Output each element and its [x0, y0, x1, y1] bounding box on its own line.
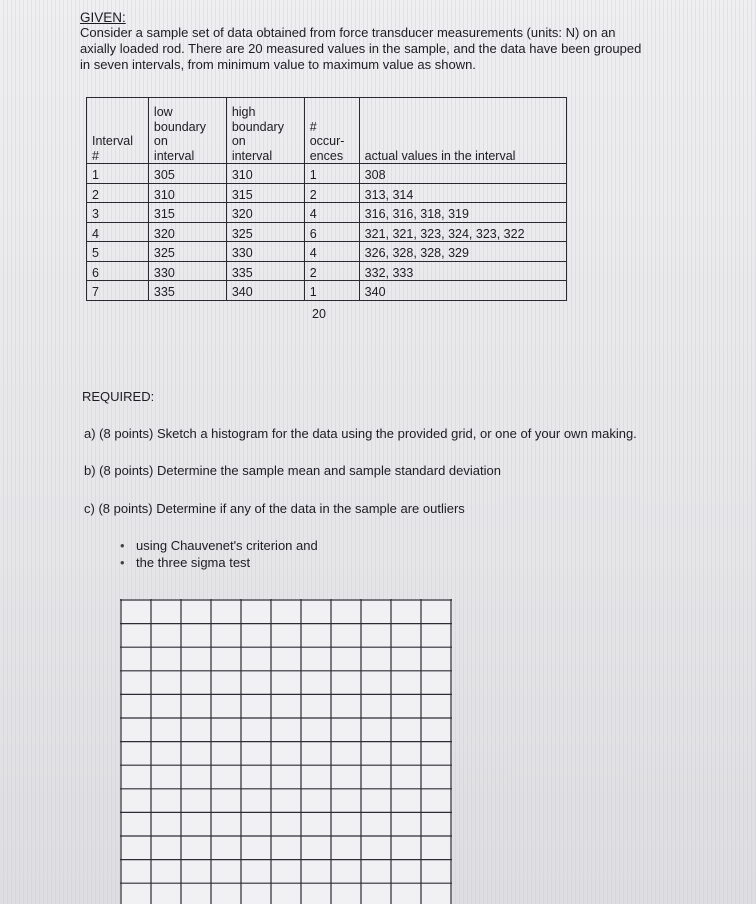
outlier-method-list: [120, 537, 318, 571]
occurrences-cell: 4: [304, 242, 359, 262]
interval-cell: 5: [87, 242, 149, 262]
bullet-icon: •: [120, 538, 125, 553]
table-header-row: [87, 98, 567, 164]
list-item: [120, 554, 318, 571]
high-boundary-cell: 330: [226, 242, 304, 262]
occurrences-cell: 1: [304, 164, 359, 184]
values-cell: 308: [359, 164, 566, 184]
table-row: [87, 281, 567, 301]
bullet-icon: •: [120, 555, 125, 570]
problem-statement: [80, 25, 740, 73]
histogram-grid: [120, 599, 452, 904]
low-boundary-cell: 305: [148, 164, 226, 184]
table-row: [87, 164, 567, 184]
list-item: [120, 537, 318, 554]
low-boundary-cell: 310: [148, 183, 226, 203]
table-row: [87, 261, 567, 281]
problem-line: axially loaded rod. There are 20 measured values in the sample, and the data have been grouped: [80, 41, 642, 56]
header-low-boundary: low boundary on interval: [148, 98, 226, 164]
low-boundary-cell: 315: [148, 203, 226, 223]
problem-line: in seven intervals, from minimum value to maximum value as shown.: [80, 57, 476, 72]
values-cell: 316, 316, 318, 319: [359, 203, 566, 223]
problem-line: Consider a sample set of data obtained from force transducer measurements (units: N) on an: [80, 25, 616, 40]
list-item-text: using Chauvenet's criterion and: [136, 538, 318, 553]
high-boundary-cell: 335: [226, 261, 304, 281]
values-cell: 332, 333: [359, 261, 566, 281]
occurrences-cell: 2: [304, 183, 359, 203]
header-interval: Interval #: [87, 98, 149, 164]
header-occurrences: # occur- ences: [304, 98, 359, 164]
low-boundary-cell: 320: [148, 222, 226, 242]
high-boundary-cell: 315: [226, 183, 304, 203]
interval-cell: 1: [87, 164, 149, 184]
interval-cell: 7: [87, 281, 149, 301]
interval-cell: 3: [87, 203, 149, 223]
interval-cell: 2: [87, 183, 149, 203]
table-row: [87, 183, 567, 203]
header-actual-values: actual values in the interval: [359, 98, 566, 164]
values-cell: 340: [359, 281, 566, 301]
list-item-text: the three sigma test: [136, 555, 251, 570]
given-heading: GIVEN:: [80, 10, 126, 25]
interval-cell: 6: [87, 261, 149, 281]
low-boundary-cell: 330: [148, 261, 226, 281]
grouped-data-table: [86, 97, 567, 301]
table-row: [87, 203, 567, 223]
table-row: [87, 242, 567, 262]
occurrences-cell: 4: [304, 203, 359, 223]
question-a: a) (8 points) Sketch a histogram for the data using the provided grid, or one of your own making.: [84, 426, 637, 441]
header-high-boundary: high boundary on interval: [226, 98, 304, 164]
histogram-grid-lines: [120, 599, 452, 904]
low-boundary-cell: 325: [148, 242, 226, 262]
question-c: c) (8 points) Determine if any of the data in the sample are outliers: [84, 501, 465, 516]
values-cell: 326, 328, 328, 329: [359, 242, 566, 262]
high-boundary-cell: 320: [226, 203, 304, 223]
occurrences-cell: 6: [304, 222, 359, 242]
high-boundary-cell: 340: [226, 281, 304, 301]
occurrences-cell: 2: [304, 261, 359, 281]
low-boundary-cell: 335: [148, 281, 226, 301]
required-heading: REQUIRED:: [82, 389, 155, 404]
values-cell: 321, 321, 323, 324, 323, 322: [359, 222, 566, 242]
question-b: b) (8 points) Determine the sample mean and sample standard deviation: [84, 463, 501, 478]
occurrences-total: 20: [312, 307, 326, 321]
high-boundary-cell: 310: [226, 164, 304, 184]
interval-cell: 4: [87, 222, 149, 242]
high-boundary-cell: 325: [226, 222, 304, 242]
values-cell: 313, 314: [359, 183, 566, 203]
table-row: [87, 222, 567, 242]
occurrences-cell: 1: [304, 281, 359, 301]
